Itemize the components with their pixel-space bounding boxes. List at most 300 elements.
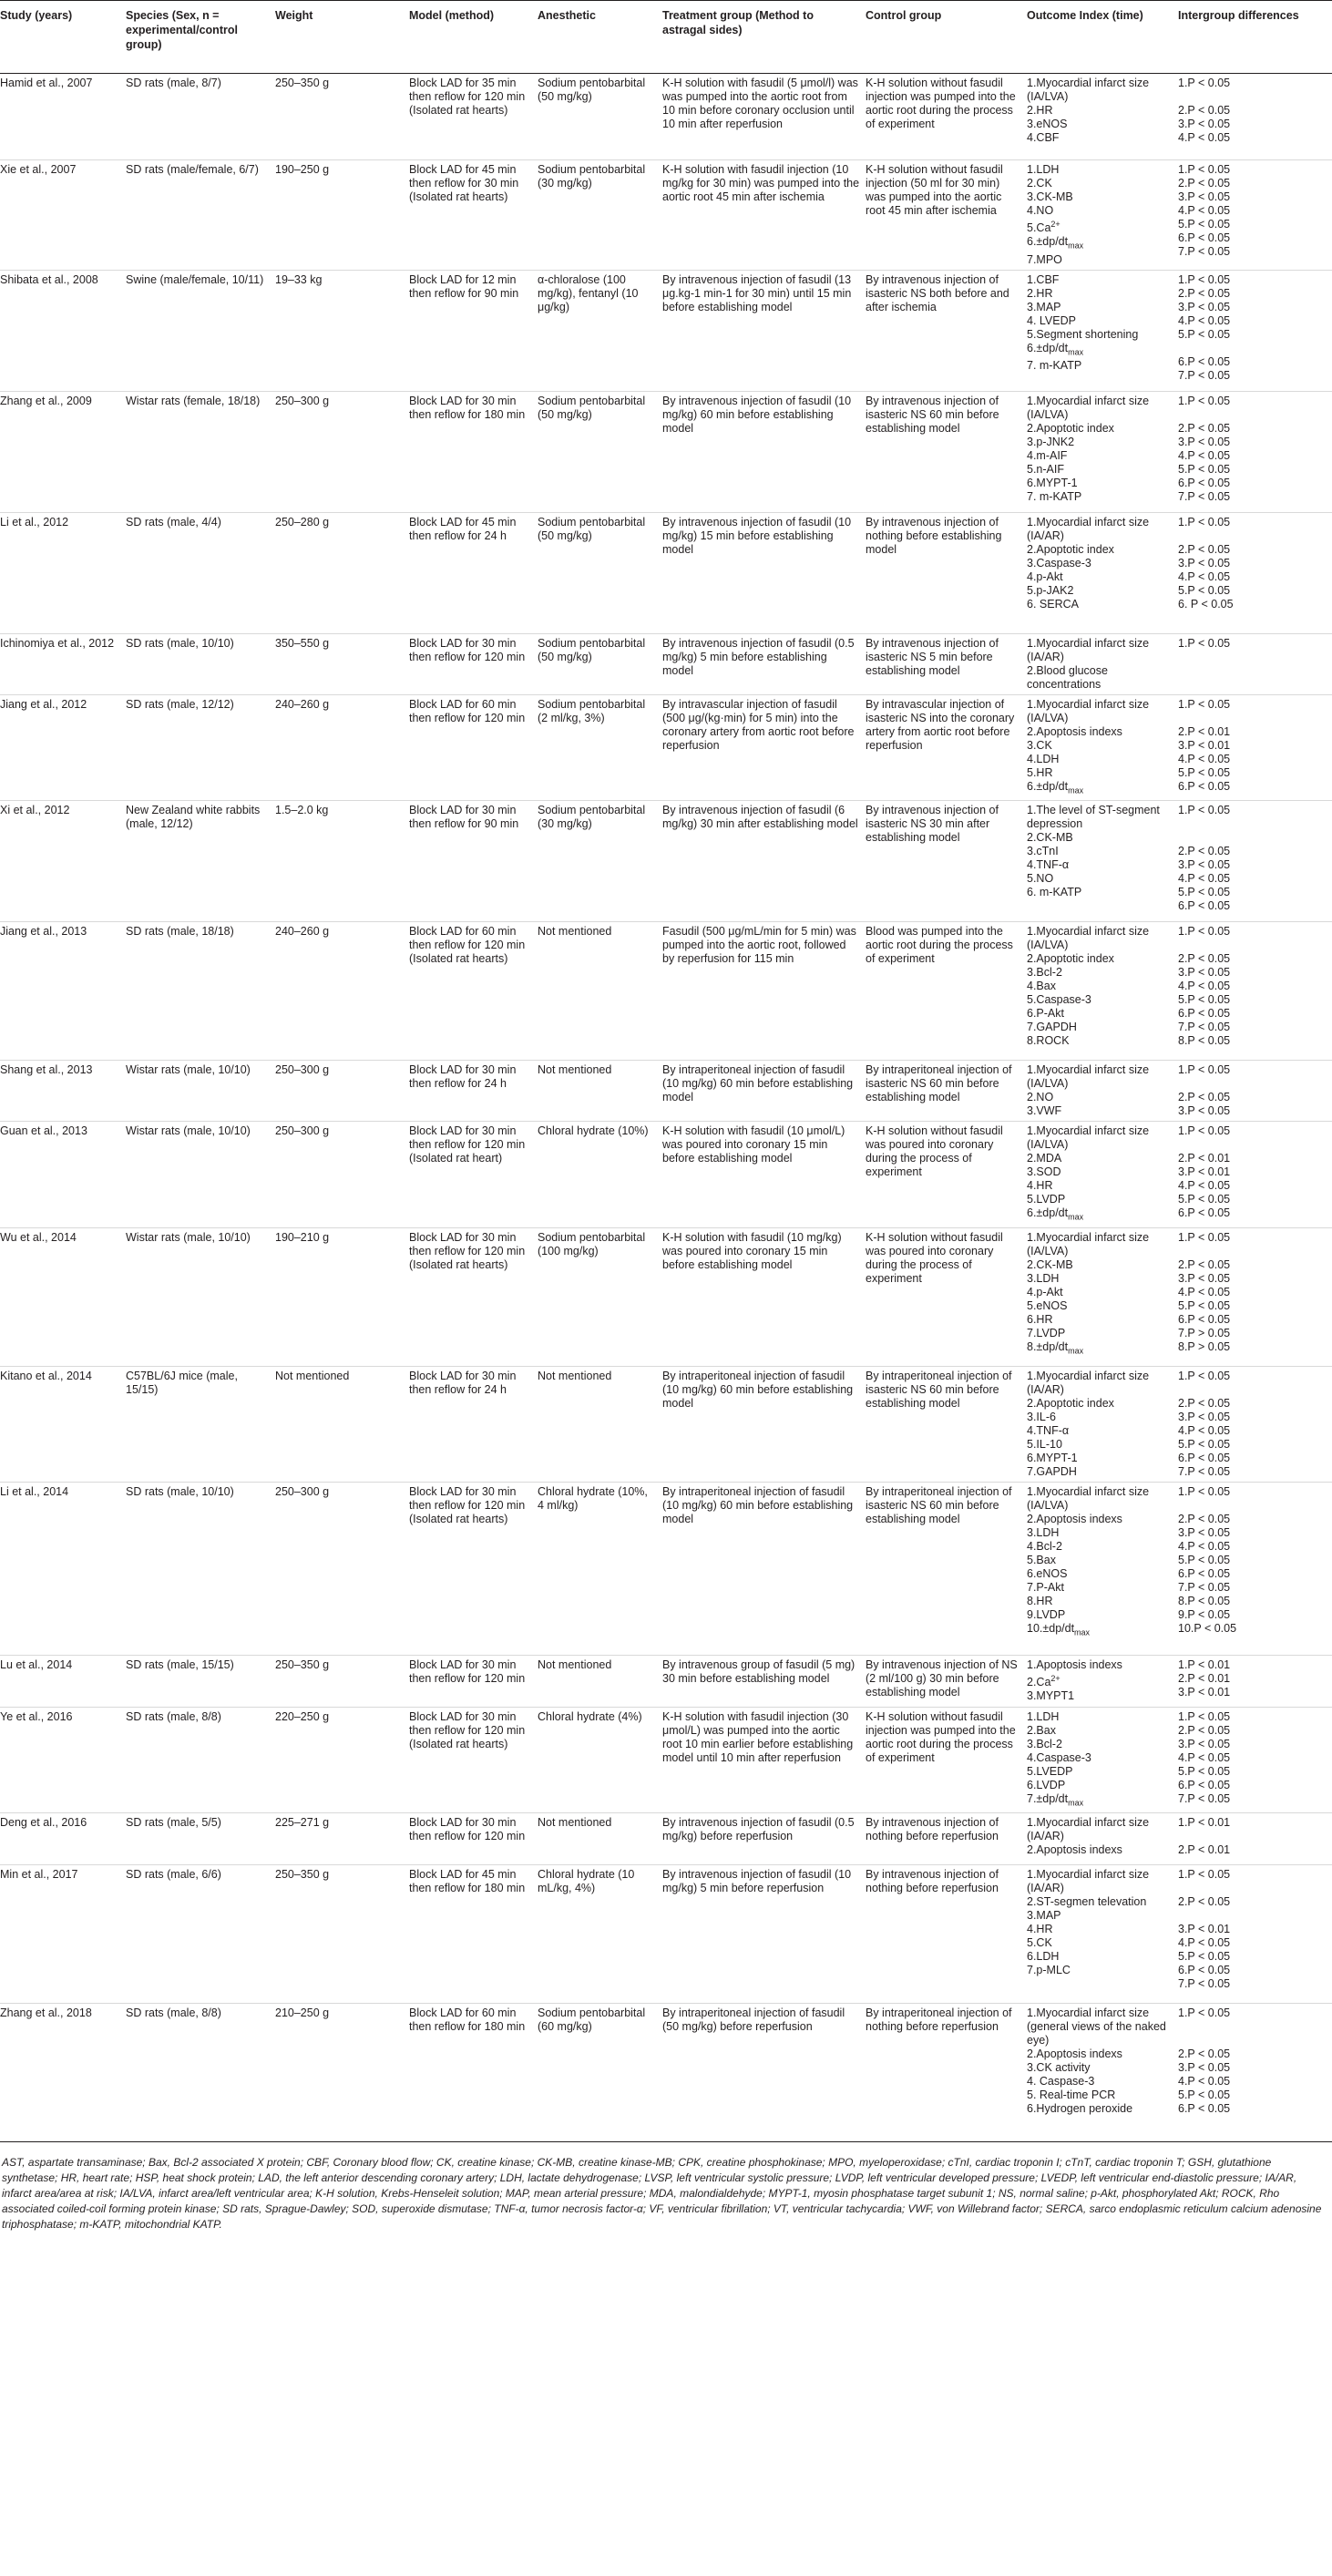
cell-anesthetic: Sodium pentobarbital (30 mg/kg): [538, 801, 662, 922]
cell-species: Wistar rats (female, 18/18): [126, 391, 275, 512]
difference-item: [1178, 1077, 1327, 1091]
outcome-item: 2.HR: [1027, 286, 1053, 300]
cell-model: Block LAD for 30 min then reflow for 120 min: [409, 1813, 538, 1865]
cell-control: By intravenous injection of nothing before establishing model: [866, 512, 1027, 633]
cell-anesthetic: α-chloralose (100 mg/kg), fentanyl (10 μg/kg): [538, 270, 662, 391]
cell-control: By intravenous injection of NS (2 ml/100 g) 30 min before establishing model: [866, 1655, 1027, 1707]
difference-item: 2.P < 0.05: [1178, 542, 1231, 556]
difference-item: 6.P < 0.05: [1178, 1451, 1231, 1464]
difference-item: 3.P < 0.05: [1178, 435, 1231, 448]
cell-control: By intraperitoneal injection of isasteric NS 60 min before establishing model: [866, 1366, 1027, 1482]
outcome-item: 6.eNOS: [1027, 1566, 1068, 1580]
cell-differences: [1178, 270, 1332, 391]
header-treatment: Treatment group (Method to astragal sides): [662, 1, 866, 74]
cell-anesthetic: Chloral hydrate (10%, 4 ml/kg): [538, 1482, 662, 1655]
difference-item: 3.P < 0.01: [1178, 738, 1231, 752]
difference-item: 1.P < 0.05: [1178, 636, 1231, 650]
difference-item: 1.P < 0.05: [1178, 1230, 1231, 1244]
difference-item: [1178, 408, 1327, 422]
difference-item: [1178, 1882, 1327, 1895]
cell-treatment: K-H solution with fasudil (5 μmol/l) was was pumped into the aortic root from 10 min before coronary occlusion until 10 min after reperfusion: [662, 74, 866, 160]
cell-outcome: [1027, 1227, 1178, 1366]
table-row: [0, 1707, 1332, 1813]
table-row: [0, 1061, 1332, 1122]
cell-study: Xie et al., 2007: [0, 160, 126, 271]
outcome-item: 6.LVDP: [1027, 1778, 1066, 1791]
outcome-item: $6.\pm dp/dt_{max}$: [1027, 1206, 1084, 1222]
cell-study: Lu et al., 2014: [0, 1655, 126, 1707]
difference-item: 1.P < 0.05: [1178, 394, 1231, 407]
header-row: [0, 1, 1332, 74]
cell-differences: [1178, 1122, 1332, 1228]
outcome-item: 4.p-Akt: [1027, 1285, 1063, 1298]
cell-model: Block LAD for 45 min then reflow for 24 h: [409, 512, 538, 633]
outcome-item: 5.NO: [1027, 872, 1054, 886]
outcome-item: 1.Apoptosis indexs: [1027, 1657, 1122, 1671]
cell-differences: [1178, 2004, 1332, 2142]
cell-outcome: [1027, 633, 1178, 694]
cell-species: SD rats (male, 10/10): [126, 1482, 275, 1655]
difference-item: [1178, 1138, 1327, 1152]
cell-differences: [1178, 1061, 1332, 1122]
cell-differences: [1178, 1482, 1332, 1655]
cell-weight: 250–350 g: [275, 1865, 409, 2004]
outcome-item: 2.Bax: [1027, 1723, 1056, 1737]
difference-item: 3.P < 0.05: [1178, 1271, 1231, 1285]
difference-item: 4.P < 0.05: [1178, 1936, 1231, 1950]
difference-item: 6.P < 0.05: [1178, 354, 1231, 368]
difference-item: 1.P < 0.05: [1178, 515, 1231, 529]
table-row: [0, 270, 1332, 391]
difference-item: 2.P < 0.05: [1178, 1396, 1231, 1410]
outcome-item: 3.Bcl-2: [1027, 1737, 1062, 1750]
cell-anesthetic: Not mentioned: [538, 922, 662, 1061]
cell-study: Wu et al., 2014: [0, 1227, 126, 1366]
cell-control: K-H solution without fasudil was poured into coronary during the process of experiment: [866, 1122, 1027, 1228]
difference-item: 2.P < 0.05: [1178, 1257, 1231, 1271]
cell-species: SD rats (male, 8/8): [126, 1707, 275, 1813]
cell-study: Jiang et al., 2012: [0, 694, 126, 801]
outcome-item: 8.ROCK: [1027, 1034, 1070, 1048]
outcome-item: 7.MPO: [1027, 252, 1062, 266]
outcome-item: 4.TNF-α: [1027, 858, 1070, 872]
cell-study: Li et al., 2014: [0, 1482, 126, 1655]
difference-item: [1178, 529, 1327, 543]
outcome-item: 7.p-MLC: [1027, 1964, 1071, 1977]
outcome-item: 4.m-AIF: [1027, 448, 1068, 462]
difference-item: [1178, 2034, 1327, 2047]
difference-item: 2.P < 0.01: [1178, 1152, 1231, 1165]
difference-item: 3.P < 0.05: [1178, 966, 1231, 980]
difference-item: [1178, 2020, 1327, 2034]
difference-item: 4.P < 0.05: [1178, 872, 1231, 886]
cell-species: SD rats (male, 4/4): [126, 512, 275, 633]
header-model: Model (method): [409, 1, 538, 74]
outcome-item: 2.MDA: [1027, 1152, 1062, 1165]
difference-item: 7.P < 0.05: [1178, 1021, 1231, 1034]
cell-outcome: [1027, 160, 1178, 271]
outcome-item: 4.Bax: [1027, 980, 1056, 993]
outcome-item: 7. m-KATP: [1027, 489, 1082, 503]
difference-item: 8.P > 0.05: [1178, 1339, 1231, 1353]
cell-study: Shibata et al., 2008: [0, 270, 126, 391]
outcome-item: 3.SOD: [1027, 1165, 1061, 1179]
cell-model: Block LAD for 30 min then reflow for 120 min: [409, 1655, 538, 1707]
cell-outcome: [1027, 512, 1178, 633]
outcome-item: 6.Hydrogen peroxide: [1027, 2102, 1133, 2116]
cell-species: SD rats (male, 5/5): [126, 1813, 275, 1865]
cell-model: Block LAD for 30 min then reflow for 90 min: [409, 801, 538, 922]
outcome-item: 1.Myocardial infarct size (IA/AR): [1027, 1369, 1150, 1396]
outcome-item: 9.LVDP: [1027, 1607, 1066, 1621]
cell-outcome: [1027, 2004, 1178, 2142]
cell-control: By intravenous injection of nothing before reperfusion: [866, 1865, 1027, 2004]
difference-item: 6.P < 0.05: [1178, 779, 1231, 793]
outcome-item: 4.NO: [1027, 204, 1054, 217]
difference-item: 6.P < 0.05: [1178, 1206, 1231, 1220]
outcome-item: 7.GAPDH: [1027, 1021, 1077, 1034]
outcome-item: 6. SERCA: [1027, 597, 1079, 611]
difference-item: 10.P < 0.05: [1178, 1621, 1237, 1635]
difference-item: 3.P < 0.01: [1178, 1923, 1231, 1936]
outcome-item: 3.p-JNK2: [1027, 435, 1075, 448]
cell-outcome: [1027, 1122, 1178, 1228]
cell-treatment: By intravenous injection of fasudil (10 mg/kg) 15 min before establishing model: [662, 512, 866, 633]
difference-item: 5.P < 0.05: [1178, 2089, 1231, 2102]
outcome-item: 3.CK activity: [1027, 2061, 1091, 2075]
cell-model: Block LAD for 30 min then reflow for 120 min (Isolated rat hearts): [409, 1707, 538, 1813]
difference-item: [1178, 712, 1327, 725]
outcome-item: 5.CK: [1027, 1936, 1052, 1950]
cell-weight: 190–210 g: [275, 1227, 409, 1366]
cell-differences: [1178, 1655, 1332, 1707]
difference-item: 1.P < 0.05: [1178, 77, 1231, 89]
difference-item: 3.P < 0.05: [1178, 2061, 1231, 2075]
cell-model: Block LAD for 45 min then reflow for 30 min (Isolated rat hearts): [409, 160, 538, 271]
difference-item: 2.P < 0.05: [1178, 1512, 1231, 1525]
difference-item: 5.P < 0.05: [1178, 1193, 1231, 1206]
cell-model: Block LAD for 30 min then reflow for 120 min (Isolated rat hearts): [409, 1227, 538, 1366]
cell-outcome: [1027, 801, 1178, 922]
outcome-item: 5.IL-10: [1027, 1437, 1062, 1451]
difference-item: 2.P < 0.05: [1178, 2047, 1231, 2061]
cell-model: Block LAD for 60 min then reflow for 180 min: [409, 2004, 538, 2142]
difference-item: 5.P < 0.05: [1178, 1764, 1231, 1778]
cell-model: Block LAD for 30 min then reflow for 24 h: [409, 1366, 538, 1482]
outcome-item: 4.p-Akt: [1027, 570, 1063, 583]
cell-study: Ichinomiya et al., 2012: [0, 633, 126, 694]
cell-differences: [1178, 1813, 1332, 1865]
table-row: [0, 801, 1332, 922]
outcome-item: 2.CK: [1027, 177, 1052, 190]
difference-item: 1.P < 0.05: [1178, 1063, 1231, 1077]
cell-treatment: Fasudil (500 μg/mL/min for 5 min) was pumped into the aortic root, followed by reperfusion for 115 min: [662, 922, 866, 1061]
difference-item: 4.P < 0.05: [1178, 1750, 1231, 1764]
cell-differences: [1178, 1366, 1332, 1482]
outcome-item: 5.p-JAK2: [1027, 583, 1074, 597]
table-body: [0, 74, 1332, 2142]
difference-item: [1178, 342, 1327, 355]
outcome-item: $10.\pm dp/dt_{max}$: [1027, 1621, 1091, 1637]
difference-item: 1.P < 0.05: [1178, 1484, 1231, 1498]
difference-item: 2.P < 0.05: [1178, 286, 1231, 300]
cell-treatment: By intraperitoneal injection of fasudil (10 mg/kg) 60 min before establishing model: [662, 1366, 866, 1482]
cell-model: Block LAD for 30 min then reflow for 120 min (Isolated rat hearts): [409, 1482, 538, 1655]
cell-model: Block LAD for 35 min then reflow for 120 min (Isolated rat hearts): [409, 74, 538, 160]
outcome-item: 2.ST-segmen televation: [1027, 1895, 1147, 1909]
difference-item: 1.P < 0.05: [1178, 163, 1231, 176]
outcome-item: 1.LDH: [1027, 163, 1060, 176]
cell-control: By intravenous injection of isasteric NS 5 min before establishing model: [866, 633, 1027, 694]
difference-item: 3.P < 0.05: [1178, 858, 1231, 872]
difference-item: 4.P < 0.05: [1178, 313, 1231, 327]
cell-control: By intravenous injection of nothing before reperfusion: [866, 1813, 1027, 1865]
cell-outcome: [1027, 1707, 1178, 1813]
difference-item: 5.P < 0.05: [1178, 583, 1231, 597]
outcome-item: 2.Apoptosis indexs: [1027, 1843, 1122, 1857]
outcome-item: 1.Myocardial infarct size (IA/AR): [1027, 1868, 1150, 1895]
outcome-item: 1.Myocardial infarct size (IA/LVA): [1027, 77, 1150, 103]
outcome-item: 5.eNOS: [1027, 1298, 1068, 1312]
outcome-item: 4.HR: [1027, 1179, 1053, 1193]
table-row: [0, 1813, 1332, 1865]
difference-item: [1178, 1499, 1327, 1513]
table-row: [0, 694, 1332, 801]
cell-differences: [1178, 694, 1332, 801]
difference-item: 3.P < 0.05: [1178, 556, 1231, 570]
cell-weight: 19–33 kg: [275, 270, 409, 391]
header-control: Control group: [866, 1, 1027, 74]
header-species: Species (Sex, n = experimental/control group): [126, 1, 275, 74]
difference-item: [1178, 1830, 1327, 1843]
outcome-item: 2.Apoptotic index: [1027, 952, 1114, 966]
cell-weight: 250–350 g: [275, 1655, 409, 1707]
cell-treatment: By intravenous injection of fasudil (6 mg/kg) 30 min after establishing model: [662, 801, 866, 922]
outcome-item: 1.Myocardial infarct size (IA/AR): [1027, 515, 1150, 542]
cell-model: Block LAD for 45 min then reflow for 180 min: [409, 1865, 538, 2004]
outcome-item: 5.LVEDP: [1027, 1764, 1073, 1778]
cell-differences: [1178, 160, 1332, 271]
cell-treatment: By intravenous injection of fasudil (0.5 mg/kg) before reperfusion: [662, 1813, 866, 1865]
cell-study: Shang et al., 2013: [0, 1061, 126, 1122]
cell-species: SD rats (male, 12/12): [126, 694, 275, 801]
outcome-item: 8.HR: [1027, 1594, 1053, 1607]
difference-item: 2.P < 0.05: [1178, 421, 1231, 435]
difference-item: 4.P < 0.05: [1178, 570, 1231, 583]
difference-item: 3.P < 0.05: [1178, 118, 1231, 130]
outcome-item: 3.cTnI: [1027, 845, 1059, 858]
table-row: [0, 1482, 1332, 1655]
cell-control: By intravenous injection of isasteric NS 30 min after establishing model: [866, 801, 1027, 922]
header-differences: Intergroup differences: [1178, 1, 1332, 74]
cell-treatment: By intraperitoneal injection of fasudil (10 mg/kg) 60 min before establishing model: [662, 1482, 866, 1655]
table-row: [0, 922, 1332, 1061]
outcome-item: 4.TNF-α: [1027, 1423, 1070, 1437]
outcome-item: 5.HR: [1027, 765, 1053, 779]
cell-differences: [1178, 633, 1332, 694]
cell-outcome: [1027, 1865, 1178, 2004]
outcome-item: 2.HR: [1027, 104, 1053, 117]
outcome-item: 5.Bax: [1027, 1553, 1056, 1566]
outcome-item: 2.Apoptotic index: [1027, 542, 1114, 556]
cell-study: Xi et al., 2012: [0, 801, 126, 922]
difference-item: 1.P < 0.05: [1178, 804, 1231, 817]
cell-differences: [1178, 1865, 1332, 2004]
cell-study: Min et al., 2017: [0, 1865, 126, 2004]
difference-item: [1178, 1245, 1327, 1258]
cell-treatment: By intraperitoneal injection of fasudil (10 mg/kg) 60 min before establishing model: [662, 1061, 866, 1122]
difference-item: 6.P < 0.05: [1178, 1778, 1231, 1791]
header-weight: Weight: [275, 1, 409, 74]
cell-outcome: [1027, 922, 1178, 1061]
difference-item: 2.P < 0.01: [1178, 724, 1231, 738]
difference-item: 1.P < 0.05: [1178, 697, 1231, 711]
cell-outcome: [1027, 391, 1178, 512]
difference-item: 1.P < 0.01: [1178, 1657, 1231, 1671]
outcome-item: 3.CK-MB: [1027, 190, 1073, 203]
difference-item: 6.P < 0.05: [1178, 231, 1231, 244]
table-footnote: AST, aspartate transaminase; Bax, Bcl-2 associated X protein; CBF, Coronary blood flow; CK, creatine kinase; CK-MB, creatine kinase-MB; CPK, creatine phosphokinase; MPO, myeloperoxidase; cTnI, cardiac troponin I; cTnT, cardiac troponin T; GSH, glutathione synthetase; HR, heart rate; HSP, heat shock protein; LAD, the left anterior descending coronary artery; LDH, lactate dehydrogenase; LVSP, left ventricular systolic pressure; LVDP, left ventricular developed pressure; LVEDP, left ventricular end-diastolic pressure; IA/AR, infarct area/area at risk; IA/LVA, infarct area/left ventricular area; K-H solution, Krebs-Henseleit solution; MAP, mean arterial pressure; MDA, malondialdehyde; MYPT-1, myosin phosphatase target subunit 1; NS, normal saline; p-Akt, phosphorylated Akt; ROCK, Rho associated coiled-coil forming protein kinase; SD rats, Sprague-Dawley; SOD, superoxide dismutase; TNF-α, tumor necrosis factor-α; VF, ventricular fibrillation; VT, ventricular tachycardia; VWF, von Willebrand factor; SERCA, sarco endoplasmic reticulum calcium adenosine triphosphatase; m-KATP, mitochondrial KATP.: [2, 2156, 1322, 2232]
difference-item: 4.P < 0.05: [1178, 1179, 1231, 1193]
cell-weight: 250–280 g: [275, 512, 409, 633]
difference-item: 1.P < 0.05: [1178, 1868, 1231, 1882]
cell-control: K-H solution without fasudil injection (50 ml for 30 min) was pumped into the aortic root 45 min after ischemia: [866, 160, 1027, 271]
table-row: [0, 1227, 1332, 1366]
difference-item: [1178, 831, 1327, 845]
difference-item: 5.P < 0.05: [1178, 1950, 1231, 1964]
cell-differences: [1178, 1707, 1332, 1813]
cell-anesthetic: Chloral hydrate (4%): [538, 1707, 662, 1813]
cell-differences: [1178, 512, 1332, 633]
difference-item: [1178, 1909, 1327, 1923]
difference-item: 3.P < 0.05: [1178, 1410, 1231, 1423]
cell-study: Kitano et al., 2014: [0, 1366, 126, 1482]
difference-item: 5.P < 0.05: [1178, 327, 1231, 341]
outcome-item: 1.Myocardial infarct size (IA/LVA): [1027, 1124, 1150, 1152]
cell-study: Deng et al., 2016: [0, 1813, 126, 1865]
difference-item: 3.P < 0.05: [1178, 1737, 1231, 1750]
difference-item: 1.P < 0.05: [1178, 2006, 1231, 2020]
cell-differences: [1178, 391, 1332, 512]
outcome-item: $6.\pm dp/dt_{max}$: [1027, 341, 1084, 357]
outcome-item: 6.HR: [1027, 1312, 1053, 1326]
difference-item: 5.P < 0.05: [1178, 1553, 1231, 1566]
outcome-item: 3.MYPT1: [1027, 1688, 1075, 1702]
difference-item: 4.P < 0.05: [1178, 1285, 1231, 1298]
outcome-item: 1.Myocardial infarct size (general views of the naked eye): [1027, 2006, 1166, 2047]
cell-control: K-H solution without fasudil was poured into coronary during the process of experiment: [866, 1227, 1027, 1366]
difference-item: [1178, 817, 1327, 831]
cell-control: By intraperitoneal injection of isasteric NS 60 min before establishing model: [866, 1482, 1027, 1655]
outcome-item: 6. m-KATP: [1027, 886, 1082, 899]
difference-item: 8.P < 0.05: [1178, 1034, 1231, 1048]
cell-weight: 250–300 g: [275, 391, 409, 512]
difference-item: 3.P < 0.05: [1178, 190, 1231, 203]
cell-treatment: By intravenous injection of fasudil (10 mg/kg) 5 min before reperfusion: [662, 1865, 866, 2004]
difference-item: 6.P < 0.05: [1178, 476, 1231, 489]
outcome-item: 1.Myocardial infarct size (IA/LVA): [1027, 394, 1150, 421]
difference-item: 3.P < 0.05: [1178, 1104, 1231, 1118]
outcome-item: 3.LDH: [1027, 1525, 1060, 1539]
outcome-item: 6.LDH: [1027, 1950, 1060, 1964]
outcome-item: 1.Myocardial infarct size (IA/LVA): [1027, 1230, 1150, 1257]
outcome-item: 3.Caspase-3: [1027, 556, 1091, 570]
difference-item: 4.P < 0.05: [1178, 1539, 1231, 1553]
cell-anesthetic: Sodium pentobarbital (2 ml/kg, 3%): [538, 694, 662, 801]
difference-item: 6.P < 0.05: [1178, 2102, 1231, 2116]
outcome-item: 7.P-Akt: [1027, 1580, 1064, 1594]
cell-anesthetic: Sodium pentobarbital (50 mg/kg): [538, 512, 662, 633]
cell-weight: 250–300 g: [275, 1482, 409, 1655]
outcome-item: 2.Blood glucose concentrations: [1027, 663, 1108, 691]
difference-item: 3.P < 0.05: [1178, 1525, 1231, 1539]
cell-treatment: K-H solution with fasudil injection (30 μmol/L) was pumped into the aortic root 10 min earlier before establishing model until 10 min after reperfusion: [662, 1707, 866, 1813]
outcome-item: $7.\pm dp/dt_{max}$: [1027, 1791, 1084, 1808]
difference-item: 3.P < 0.01: [1178, 1165, 1231, 1179]
outcome-item: 1.Myocardial infarct size (IA/LVA): [1027, 1063, 1150, 1091]
outcome-item: 1.Myocardial infarct size (IA/LVA): [1027, 697, 1150, 724]
cell-treatment: By intravascular injection of fasudil (500 μg/(kg·min) for 5 min) into the coronary artery from aortic root before reperfusion: [662, 694, 866, 801]
table-row: [0, 512, 1332, 633]
outcome-item: $8.\pm dp/dt_{max}$: [1027, 1339, 1084, 1356]
cell-differences: [1178, 922, 1332, 1061]
cell-model: Block LAD for 60 min then reflow for 120 min: [409, 694, 538, 801]
cell-model: Block LAD for 30 min then reflow for 120 min: [409, 633, 538, 694]
difference-item: 1.P < 0.05: [1178, 925, 1231, 939]
cell-weight: 225–271 g: [275, 1813, 409, 1865]
outcome-item: 2.CK-MB: [1027, 1257, 1073, 1271]
outcome-item: 4.LDH: [1027, 752, 1060, 765]
difference-item: 5.P < 0.05: [1178, 886, 1231, 899]
outcome-item: 7.LVDP: [1027, 1326, 1066, 1339]
difference-item: 5.P < 0.05: [1178, 1298, 1231, 1312]
cell-anesthetic: Sodium pentobarbital (50 mg/kg): [538, 391, 662, 512]
outcome-item: 5.Segment shortening: [1027, 327, 1139, 341]
cell-weight: 240–260 g: [275, 922, 409, 1061]
outcome-item: 2.Apoptosis indexs: [1027, 724, 1122, 738]
cell-species: New Zealand white rabbits (male, 12/12): [126, 801, 275, 922]
outcome-item: 2.Apoptotic index: [1027, 421, 1114, 435]
outcome-item: 1.The level of ST-segment depression: [1027, 804, 1160, 831]
outcome-item: 4. LVEDP: [1027, 313, 1076, 327]
difference-item: 2.P < 0.05: [1178, 952, 1231, 966]
outcome-item: 3.VWF: [1027, 1104, 1062, 1118]
cell-outcome: [1027, 1813, 1178, 1865]
header-anesthetic: Anesthetic: [538, 1, 662, 74]
difference-item: 1.P < 0.05: [1178, 1709, 1231, 1723]
cell-treatment: By intravenous injection of fasudil (0.5 mg/kg) 5 min before establishing model: [662, 633, 866, 694]
cell-treatment: By intravenous injection of fasudil (10 mg/kg) 60 min before establishing model: [662, 391, 866, 512]
difference-item: 6.P < 0.05: [1178, 1964, 1231, 1977]
difference-item: 8.P < 0.05: [1178, 1594, 1231, 1607]
cell-differences: [1178, 74, 1332, 160]
cell-species: Wistar rats (male, 10/10): [126, 1227, 275, 1366]
cell-species: Wistar rats (male, 10/10): [126, 1122, 275, 1228]
difference-item: [1178, 90, 1327, 104]
cell-model: Block LAD for 60 min then reflow for 120 min (Isolated rat hearts): [409, 922, 538, 1061]
difference-item: 5.P < 0.05: [1178, 218, 1231, 231]
cell-control: By intravenous injection of isasteric NS both before and after ischemia: [866, 270, 1027, 391]
difference-item: 7.P > 0.05: [1178, 1326, 1231, 1339]
cell-control: By intraperitoneal injection of isasteric NS 60 min before establishing model: [866, 1061, 1027, 1122]
cell-control: By intraperitoneal injection of nothing before reperfusion: [866, 2004, 1027, 2142]
header-outcome: Outcome Index (time): [1027, 1, 1178, 74]
outcome-item: 1.LDH: [1027, 1709, 1060, 1723]
difference-item: 5.P < 0.05: [1178, 993, 1231, 1007]
difference-item: 1.P < 0.01: [1178, 1816, 1231, 1830]
table-row: [0, 1865, 1332, 2004]
cell-treatment: K-H solution with fasudil (10 μmol/L) was poured into coronary 15 min before establishing model: [662, 1122, 866, 1228]
